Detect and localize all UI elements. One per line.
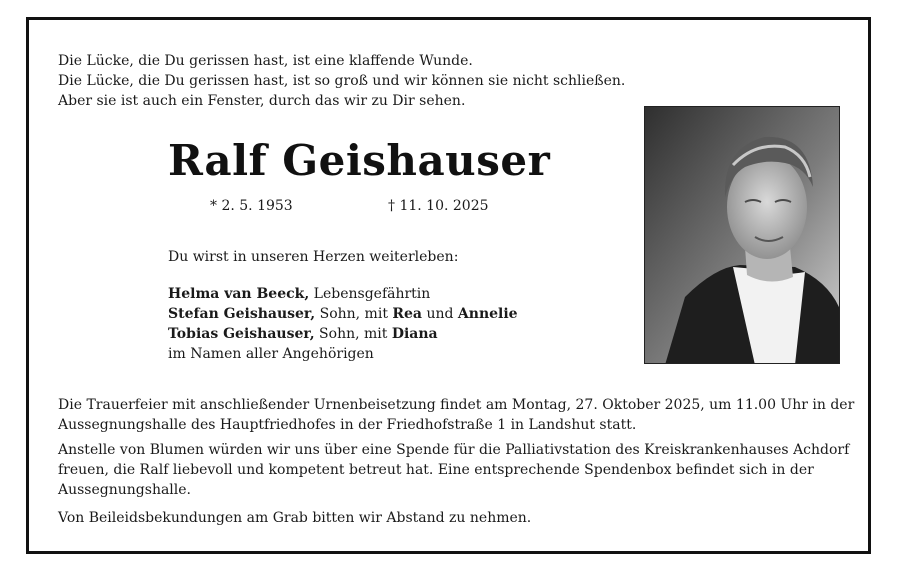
intro-line: Die Lücke, die Du gerissen hast, ist eine klaffende Wunde. xyxy=(58,53,473,69)
mourner-and: und xyxy=(422,306,458,322)
mourner-relation: Lebensgefährtin xyxy=(309,286,431,302)
motto: Du wirst in unseren Herzen weiterleben: xyxy=(168,249,459,265)
birth-date: * 2. 5. 1953 xyxy=(210,198,293,214)
mourner-name: Helma van Beeck, xyxy=(168,286,310,302)
mourner-name: Stefan Geishauser, xyxy=(168,306,316,322)
mourner-line xyxy=(168,324,518,344)
mourner-partner: Rea xyxy=(392,306,423,322)
portrait-image xyxy=(645,107,840,364)
deceased-name: Ralf Geishauser xyxy=(168,136,551,185)
mourners-closing: im Namen aller Angehörigen xyxy=(168,346,374,362)
ceremony-notice: Die Trauerfeier mit anschließender Urnenbeisetzung findet am Montag, 27. Oktober 2025, um 11.00 Uhr in der Aussegnungshalle des Hauptfriedhofes in der Friedhofstraße 1 in Landshut statt. xyxy=(58,397,855,433)
mourner-relation: Sohn, mit xyxy=(315,306,393,322)
mourner-partner: Diana xyxy=(391,326,438,342)
intro-line: Die Lücke, die Du gerissen hast, ist so groß und wir können sie nicht schließen. xyxy=(58,73,626,89)
mourners-list xyxy=(168,284,518,364)
mourner-relation: Sohn, mit xyxy=(314,326,392,342)
death-date: † 11. 10. 2025 xyxy=(388,198,489,214)
donation-notice: Anstelle von Blumen würden wir uns über eine Spende für die Palliativstation des Kreiskrankenhauses Achdorf freuen, die Ralf liebevoll und kompetent betreut hat. Eine entsprechende Spendenbox befindet sich in der Aussegnungshalle. xyxy=(58,442,850,498)
mourner-name: Tobias Geishauser, xyxy=(168,326,315,342)
mourner-partner: Annelie xyxy=(457,306,518,322)
mourner-line xyxy=(168,284,518,304)
intro-verse xyxy=(58,51,625,111)
portrait-photo xyxy=(644,106,840,364)
intro-line: Aber sie ist auch ein Fenster, durch das wir zu Dir sehen. xyxy=(58,93,466,109)
mourner-line xyxy=(168,304,518,324)
condolence-notice: Von Beileidsbekundungen am Grab bitten wir Abstand zu nehmen. xyxy=(58,510,532,526)
